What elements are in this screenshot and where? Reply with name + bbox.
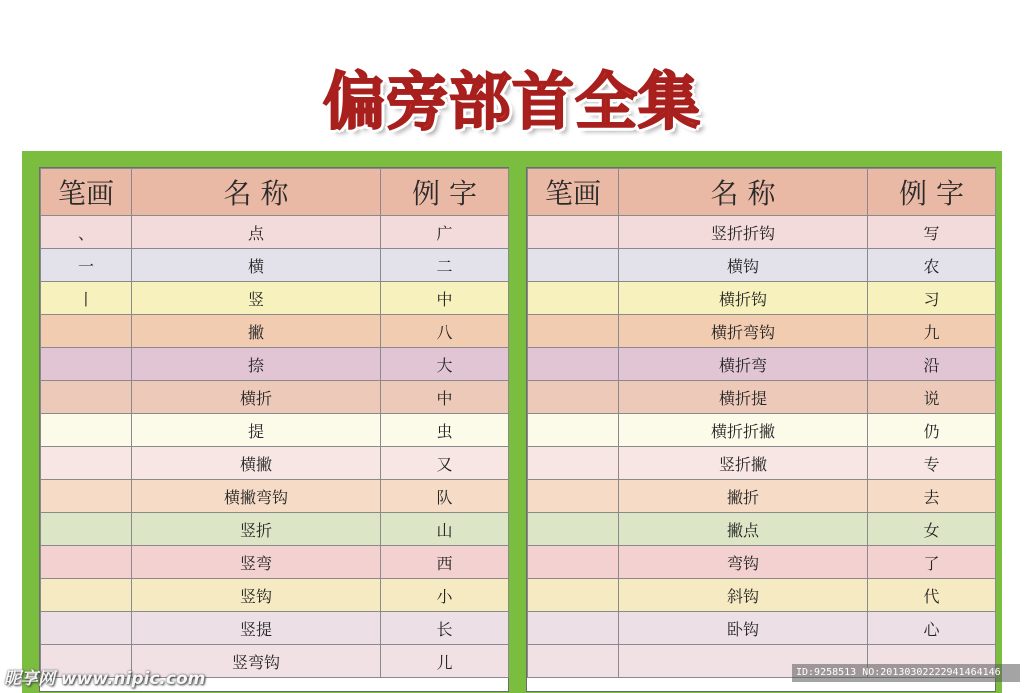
- stroke-cell: [528, 480, 619, 513]
- example-cell: 仍: [868, 414, 996, 447]
- name-cell: 竖弯: [132, 546, 381, 579]
- name-cell: 提: [132, 414, 381, 447]
- stroke-cell: [41, 447, 132, 480]
- header-stroke: 笔画: [528, 169, 619, 216]
- name-cell: 竖: [132, 282, 381, 315]
- table-row: [41, 216, 509, 249]
- green-board: [22, 151, 1002, 693]
- table-row: [528, 414, 996, 447]
- table-row: [528, 447, 996, 480]
- name-cell: 撇点: [619, 513, 868, 546]
- header-example: 例 字: [868, 169, 996, 216]
- example-cell: 女: [868, 513, 996, 546]
- example-cell: 了: [868, 546, 996, 579]
- stroke-cell: [41, 579, 132, 612]
- stroke-cell: [528, 249, 619, 282]
- name-cell: 竖折: [132, 513, 381, 546]
- table-row: [528, 513, 996, 546]
- table-row: [528, 315, 996, 348]
- name-cell: 横折弯: [619, 348, 868, 381]
- table-row: [41, 480, 509, 513]
- table-row: [41, 249, 509, 282]
- left-table-panel: [39, 167, 509, 692]
- example-cell: 广: [381, 216, 509, 249]
- stroke-cell: [528, 447, 619, 480]
- name-cell: 捺: [132, 348, 381, 381]
- table-row: [528, 348, 996, 381]
- table-header-row: [41, 169, 509, 216]
- name-cell: 横撇: [132, 447, 381, 480]
- stroke-cell: [41, 513, 132, 546]
- name-cell: 卧钩: [619, 612, 868, 645]
- stroke-cell: [528, 216, 619, 249]
- table-row: [528, 216, 996, 249]
- example-cell: 山: [381, 513, 509, 546]
- name-cell: 竖提: [132, 612, 381, 645]
- header-name: 名 称: [619, 169, 868, 216]
- stroke-cell: 丨: [41, 282, 132, 315]
- example-cell: 写: [868, 216, 996, 249]
- table-row: [41, 579, 509, 612]
- table-row: [41, 282, 509, 315]
- right-table-body: [528, 216, 996, 678]
- name-cell: 横折提: [619, 381, 868, 414]
- table-row: [528, 249, 996, 282]
- name-cell: 斜钩: [619, 579, 868, 612]
- table-row: [41, 447, 509, 480]
- stroke-cell: [528, 612, 619, 645]
- right-table-panel: [526, 167, 996, 692]
- table-row: [41, 381, 509, 414]
- stroke-cell: [41, 348, 132, 381]
- name-cell: 撇: [132, 315, 381, 348]
- example-cell: 农: [868, 249, 996, 282]
- table-row: [528, 546, 996, 579]
- table-row: [528, 579, 996, 612]
- example-cell: 九: [868, 315, 996, 348]
- example-cell: 虫: [381, 414, 509, 447]
- name-cell: 竖弯钩: [132, 645, 381, 678]
- table-row: [41, 348, 509, 381]
- example-cell: 队: [381, 480, 509, 513]
- example-cell: 小: [381, 579, 509, 612]
- site-watermark: 昵享网 www.nipic.com: [4, 669, 206, 689]
- example-cell: 中: [381, 381, 509, 414]
- example-cell: 二: [381, 249, 509, 282]
- stroke-cell: 、: [41, 216, 132, 249]
- stroke-cell: 一: [41, 249, 132, 282]
- table-header-row: [528, 169, 996, 216]
- name-cell: 竖折折钩: [619, 216, 868, 249]
- stroke-cell: [528, 315, 619, 348]
- example-cell: 习: [868, 282, 996, 315]
- example-cell: 中: [381, 282, 509, 315]
- stroke-cell: [528, 414, 619, 447]
- table-row: [41, 513, 509, 546]
- example-cell: 儿: [381, 645, 509, 678]
- name-cell: 弯钩: [619, 546, 868, 579]
- left-table-body: [41, 216, 509, 678]
- example-cell: 心: [868, 612, 996, 645]
- name-cell: 横折钩: [619, 282, 868, 315]
- stroke-cell: [528, 348, 619, 381]
- name-cell: 横折弯钩: [619, 315, 868, 348]
- table-row: [528, 480, 996, 513]
- table-row: [528, 282, 996, 315]
- header-example: 例 字: [381, 169, 509, 216]
- name-cell: 竖钩: [132, 579, 381, 612]
- name-cell: 撇折: [619, 480, 868, 513]
- table-row: [528, 612, 996, 645]
- name-cell: 点: [132, 216, 381, 249]
- table-row: [41, 546, 509, 579]
- image-id-watermark: ID:9258513 NO:20130302222941464146: [792, 664, 1020, 682]
- stroke-cell: [528, 513, 619, 546]
- header-stroke: 笔画: [41, 169, 132, 216]
- table-row: [41, 414, 509, 447]
- table-row: [41, 612, 509, 645]
- example-cell: 又: [381, 447, 509, 480]
- page-title: 偏旁部首全集: [322, 65, 701, 138]
- stroke-cell: [41, 546, 132, 579]
- stroke-cell: [528, 381, 619, 414]
- stroke-cell: [41, 381, 132, 414]
- name-cell: 竖折撇: [619, 447, 868, 480]
- stroke-cell: [528, 579, 619, 612]
- example-cell: 去: [868, 480, 996, 513]
- stroke-cell: [41, 315, 132, 348]
- name-cell: 横钩: [619, 249, 868, 282]
- stroke-cell: [41, 480, 132, 513]
- name-cell: 横: [132, 249, 381, 282]
- name-cell: 横撇弯钩: [132, 480, 381, 513]
- header-name: 名 称: [132, 169, 381, 216]
- example-cell: 说: [868, 381, 996, 414]
- stroke-cell: [528, 282, 619, 315]
- example-cell: 大: [381, 348, 509, 381]
- example-cell: 西: [381, 546, 509, 579]
- table-row: [41, 315, 509, 348]
- stroke-cell: [528, 645, 619, 678]
- example-cell: 代: [868, 579, 996, 612]
- table-row: [528, 381, 996, 414]
- right-stroke-table: [527, 168, 996, 678]
- left-stroke-table: [40, 168, 509, 678]
- stroke-cell: [41, 414, 132, 447]
- stroke-cell: [528, 546, 619, 579]
- name-cell: 横折: [132, 381, 381, 414]
- example-cell: 长: [381, 612, 509, 645]
- example-cell: 专: [868, 447, 996, 480]
- stroke-cell: [41, 612, 132, 645]
- example-cell: 沿: [868, 348, 996, 381]
- name-cell: 横折折撇: [619, 414, 868, 447]
- example-cell: 八: [381, 315, 509, 348]
